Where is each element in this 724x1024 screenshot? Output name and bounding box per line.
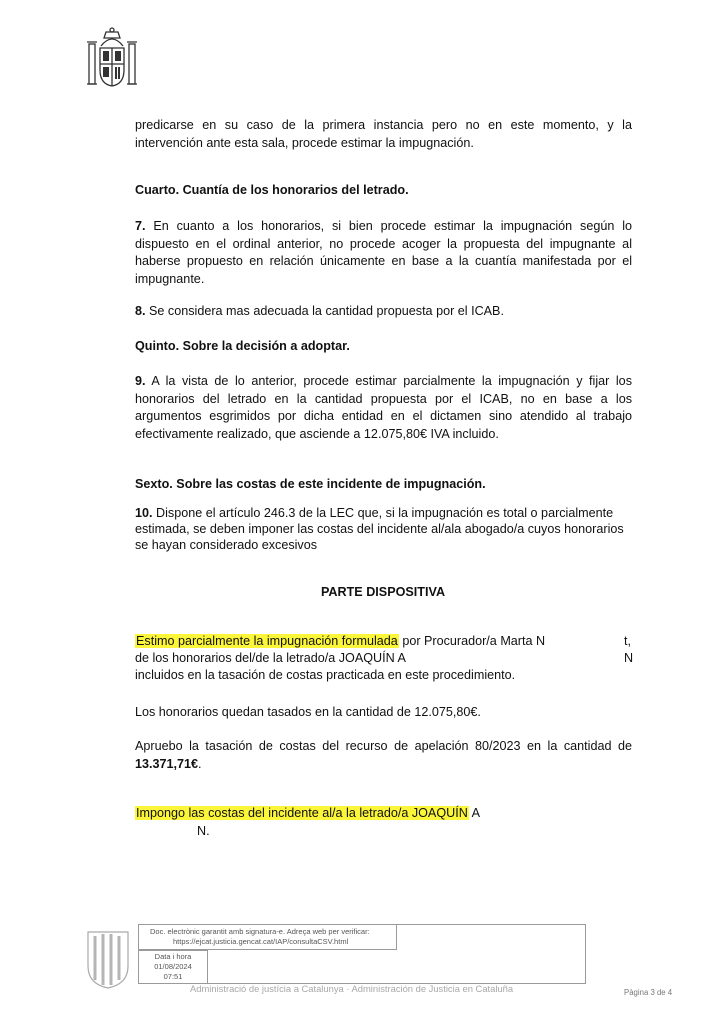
dispositiva-apruebo <box>135 738 632 773</box>
footer-doc-link[interactable]: https://ejcat.justicia.gencat.cat/IAP/consultaCSV.html <box>173 937 349 946</box>
dispositiva-impongo <box>135 804 480 840</box>
dispositiva-text: N. <box>197 824 210 838</box>
paragraph-9 <box>135 373 632 443</box>
dispositiva-estimo <box>135 633 635 684</box>
dispositiva-text: t, <box>624 634 631 648</box>
dispositiva-text: Apruebo la tasación de costas del recurso de apelación 80/2023 en la cantidad de <box>135 739 632 753</box>
dispositiva-text: N <box>624 651 634 665</box>
paragraph-10 <box>135 505 630 553</box>
footer-doc-line1: Doc. electrònic garantit amb signatura-e. Adreça web per verificar: <box>150 927 370 936</box>
paragraph-text: A la vista de lo anterior, procede estimar parcialmente la impugnación y fijar los honorarios del letrado en la cantidad propuesta por el ICAB, no en base a los argumentos esgrimidos por dicha entidad en el dictamen sino atendido al trabajo efectivamente realizado, que asciende a 12.075,80€ IVA incluido. <box>135 374 632 441</box>
dispositiva-line <box>135 650 635 667</box>
section-heading-sexto: Sexto. Sobre las costas de este incidente de impugnación. <box>135 477 486 491</box>
paragraph-line: intervención ante esta sala, procede estimar la impugnación. <box>135 135 474 150</box>
dispositiva-line <box>135 633 635 650</box>
paragraph-text: En cuanto a los honorarios, si bien procede estimar la impugnación según lo dispuesto en el ordinal anterior, no procede acoger la propuesta del impugnante al haberse propuesto en relación únicamente en base a la cuantía manifestada por el impugnante. <box>135 219 633 286</box>
highlighted-text: Impongo las costas del incidente al/a la letrado/a JOAQUÍN <box>136 806 468 820</box>
dispositiva-text: incluidos en la tasación de costas practicada en este procedimiento. <box>135 668 516 682</box>
dispositiva-text: de los honorarios del/de la letrado/a JOAQUÍN A <box>135 651 406 665</box>
dispositiva-text: A <box>471 806 481 820</box>
highlighted-text: Estimo parcialmente la impugnación formulada <box>136 634 398 648</box>
dispositiva-text: por Procurador/a Marta N <box>402 634 546 648</box>
footer-date-value: 01/08/2024 <box>154 962 192 971</box>
paragraph-continuation <box>135 117 632 152</box>
footer-date-label: Data i hora <box>154 952 192 961</box>
paragraph-number: 8. <box>135 304 146 318</box>
footer-time-value: 07:51 <box>163 972 183 981</box>
page-number: Pàgina 3 de 4 <box>624 988 673 997</box>
section-heading-quinto: Quinto. Sobre la decisión a adoptar. <box>135 339 350 353</box>
paragraph-text: Se considera mas adecuada la cantidad propuesta por el ICAB. <box>149 304 504 318</box>
paragraph-number: 10. <box>135 506 153 520</box>
dispositiva-text: . <box>198 756 202 771</box>
amount: 13.371,71€ <box>135 756 199 771</box>
paragraph-7 <box>135 218 632 288</box>
dispositiva-title: PARTE DISPOSITIVA <box>320 585 446 599</box>
paragraph-number: 7. <box>135 219 146 233</box>
footer-administration: Administració de justícia a Catalunya · Administración de Justicia en Cataluña <box>190 983 514 994</box>
spain-coat-of-arms-icon <box>86 26 138 92</box>
dispositiva-honorarios: Los honorarios quedan tasados en la cantidad de 12.075,80€. <box>135 705 481 719</box>
paragraph-text: Dispone el artículo 246.3 de la LEC que, si la impugnación es total o parcialmente estimada, se deben imponer las costas del incidente al/ala abogado/a cuyos honorarios se hayan considerado excesivos <box>135 506 624 552</box>
paragraph-line: predicarse en su caso de la primera instancia pero no en este momento, y la <box>135 118 632 132</box>
section-heading-cuarto: Cuarto. Cuantía de los honorarios del letrado. <box>135 183 409 197</box>
paragraph-8 <box>135 303 632 321</box>
catalonia-coat-of-arms-icon <box>85 928 131 990</box>
paragraph-number: 9. <box>135 374 146 388</box>
